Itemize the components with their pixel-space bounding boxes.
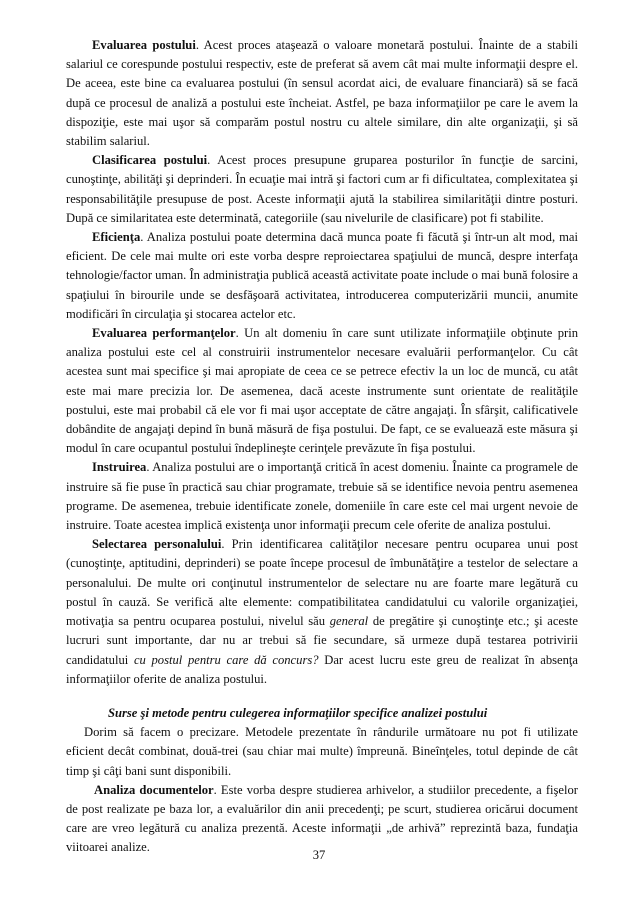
paragraph-eficienta	[66, 228, 578, 324]
paragraph-text: . Analiza postului are o importanţă critică în acest domeniu. Înainte ca programele de instruire să fie puse în practică sau chiar programate, trebuie să se identifice nevoia pentru asemenea programe. De asemenea, trebuie identificate zonele, domeniile în care este cel mai urgent nevoie de instruire. Toate acestea implică existenţa unor informaţii precum cele oferite de analiza postului.	[66, 460, 578, 533]
term-clasificarea-postului: Clasificarea postului	[92, 153, 208, 168]
paragraph-intro: Dorim să facem o precizare. Metodele prezentate în rândurile următoare nu pot fi utilizate eficient decât combinat, două-trei (sau chiar mai multe) împreună. Bineînţeles, totul depinde de cât timp şi câţi bani sunt disponibili.	[66, 725, 578, 778]
paragraph-text: Dar acest lucru este greu de realizat în absenţa informaţiilor oferite de analiza postului.	[66, 652, 578, 686]
paragraph-text: . Acest proces ataşează o valoare monetară postului. Înainte de a stabili salariul ce corespunde postului respectiv, este de preferat să avem cât mai multe informaţii despre el. De aceea, este bine ca evaluarea postului (în sensul acordat aici, de evaluare financiară) să se facă după ce procesul de analiză a postului este încheiat. Astfel, pe baza informaţiilor pe care le avem la dispoziţie, este mai uşor să comparăm postul nostru cu altele similare, din alte organizaţii, şi să stabilim salariul.	[66, 38, 579, 149]
section-heading: Surse şi metode pentru culegerea informaţiilor specifice analizei postului	[108, 705, 488, 720]
paragraph-evaluarea-postului	[66, 36, 578, 151]
paragraph-instruirea	[66, 458, 578, 535]
paragraph-text: . Un alt domeniu în care sunt utilizate informaţiile obţinute prin analiza postului este cel al construirii instrumentelor necesare evaluării performanţelor. Cu cât acestea sunt mai specifice şi mai apropiate de ceea ce se petrece efectiv la un loc de muncă, cu atât este mai mare precizia lor. De asemenea, dacă aceste instrumente sunt orientate de realităţile postului, este mai probabil că ele vor fi mai uşor acceptate de către angajaţi. În sfârşit, calificativele dobândite de angajaţi depind în bună măsură de fişa postului. De fapt, ce se evaluează este măsura şi modul în care ocupantul postului îndeplineşte cerinţele prevăzute în fişa postului.	[66, 326, 578, 456]
term-analiza-documentelor: Analiza documentelor	[94, 782, 214, 797]
paragraph-text: . Prin identificarea calităţilor necesare pentru ocuparea unui post (cunoştinţe, aptitudini, deprinderi) se poate începe procesul de îmbunătăţire a testelor de selectare a personalului. De multe ori conţinutul instrumentelor de selectare nu are foarte mare legătură cu postul în cauză. Se verifică alte elemente: compatibilitatea candidatului cu valorile organizaţiei, motivaţia sa pentru ocuparea postului, nivelul său	[66, 537, 578, 629]
paragraph-text: . Este vorba despre studierea arhivelor, a studiilor precedente, a fişelor de post realizate pe baza lor, a evaluărilor din anii precedenţi; pe scurt, studierea oricărui document care are vreo legătură cu analiza prezentă. Aceste informaţii „de arhivă” reprezintă baza, fundaţia viitoarei analize.	[66, 782, 578, 855]
term-eficienta: Eficienţa	[92, 230, 141, 245]
paragraph-selectarea-personalului	[66, 535, 578, 689]
term-evaluarea-performantelor: Evaluarea performanţelor	[92, 326, 236, 341]
page-number: 37	[312, 848, 326, 862]
paragraph-text: . Acest proces presupune gruparea posturilor în funcţie de sarcini, cunoştinţe, abilităţi şi deprinderi. În ecuaţie mai intră şi factori cum ar fi dificultatea, complexitatea şi responsabilităţile presupuse de post. Aceste informaţii ajută la stabilirea similarităţii dintre posturi. După ce similaritatea este determinată, categoriile (sau nivelurile de clasificare) pot fi stabilite.	[66, 153, 578, 225]
section-spacer	[66, 689, 578, 704]
paragraph-text: . Analiza postului poate determina dacă munca poate fi făcută şi într-un alt mod, mai eficient. De cele mai multe ori este vorba despre reproiectarea spaţiului de muncă, despre interfaţa tehnologie/factor uman. În administraţia publică această activitate poate include o mai bună folosire a spaţiului în birourile unde se desfăşoară activitatea, introducerea computerizării muncii, anumite modificări în circulaţia şi stocarea actelor etc.	[66, 230, 578, 321]
paragraph-analiza-documentelor	[66, 781, 578, 858]
paragraph-evaluarea-performantelor	[66, 324, 578, 458]
paragraph-clasificarea-postului	[66, 151, 578, 228]
term-selectarea-personalului: Selectarea personalului	[92, 537, 222, 552]
term-instruirea: Instruirea	[92, 460, 147, 475]
term-evaluarea-postului: Evaluarea postului	[92, 38, 196, 52]
italic-question: cu postul pentru care dă concurs?	[133, 652, 319, 667]
italic-general: general	[329, 614, 369, 629]
paragraph-text: de pregătire şi cunoştinţe etc.; şi aceste lucruri sunt importante, dar nu ar trebui să fie secundare, să urmeze după testarea potrivirii candidatului	[66, 614, 578, 667]
page-body	[66, 36, 578, 858]
